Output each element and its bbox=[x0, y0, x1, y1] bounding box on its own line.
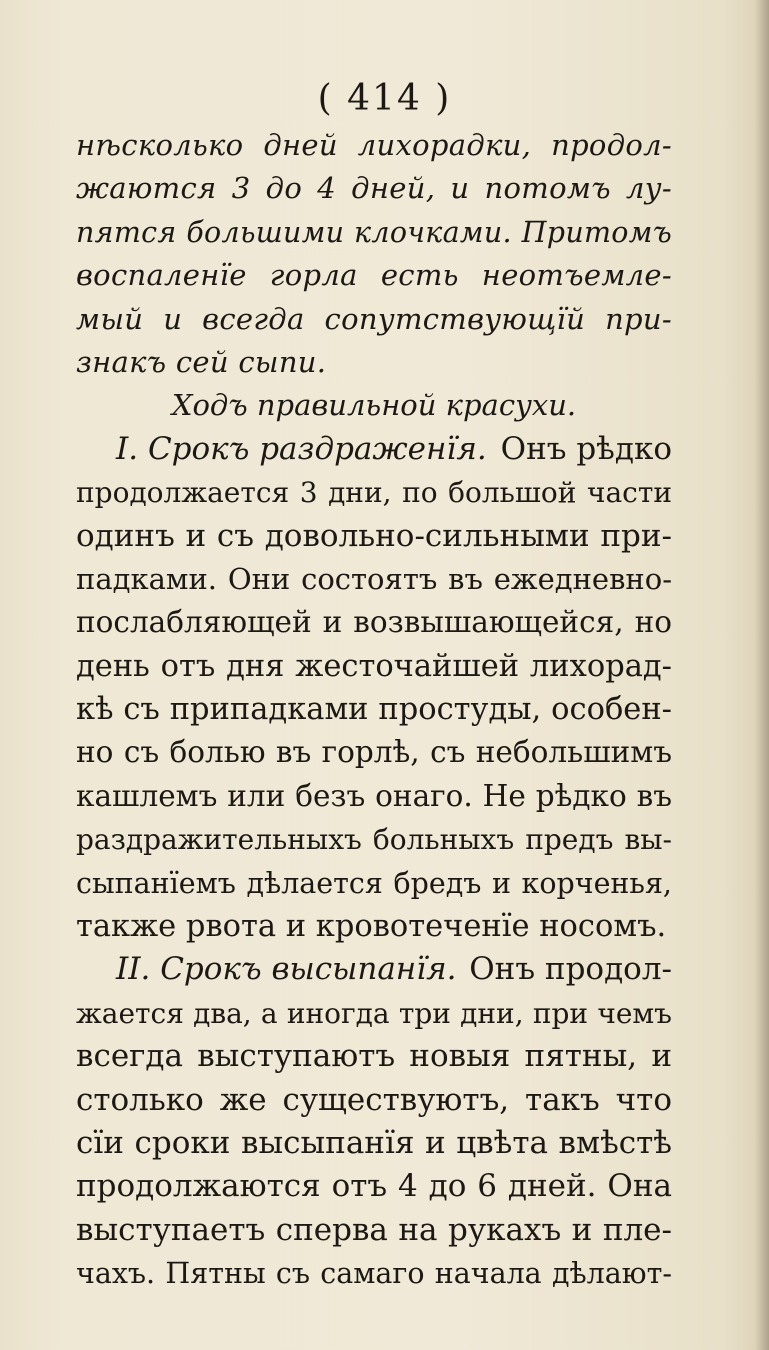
stage1-line: I. Срокъ раздраженїя. Онъ рѣдко bbox=[76, 428, 672, 471]
section-heading: Ходъ правильной красухи. bbox=[171, 388, 577, 423]
text-line-19: также рвота и кровотеченїе носомъ. bbox=[76, 909, 667, 945]
stage2-line: II. Срокъ высыпанїя. Онъ продол- bbox=[76, 948, 672, 991]
stage2-heading: II. Срокъ высыпанїя. bbox=[116, 951, 457, 988]
text-line-5: мый и всегда сопутствующїй при- bbox=[76, 301, 672, 336]
text-line-16: кашлемъ или безъ онаго. Не рѣдко въ bbox=[76, 778, 672, 813]
text-line-6: знакъ сей сыпи. bbox=[76, 344, 327, 379]
text-line-25: продолжаются отъ 4 до 6 дней. Она bbox=[76, 1168, 672, 1205]
text-line-13: день отъ дня жесточайшей лихорад- bbox=[76, 648, 672, 684]
page-number: ( 414 ) bbox=[317, 78, 452, 119]
text-line-23: столько же существуютъ, такъ что bbox=[76, 1081, 672, 1118]
text-line-17: раздражительныхъ больныхъ предъ вы- bbox=[76, 823, 672, 857]
text-line-21: жается два, а иногда три дни, при чемъ bbox=[76, 996, 672, 1030]
text-line-15: но съ болью въ горлѣ, съ небольшимъ bbox=[76, 735, 672, 770]
text-line-14: кѣ съ припадками простуды, особен- bbox=[76, 692, 672, 728]
text-line-1: нѣсколько дней лихорадки, продол- bbox=[76, 128, 672, 162]
text-line-22: всегда выступаютъ новыя пятны, и bbox=[76, 1038, 672, 1075]
text-line-27: чахъ. Пятны съ самаго начала дѣлают- bbox=[76, 1257, 672, 1291]
stage1-heading: I. Срокъ раздраженїя. bbox=[116, 430, 487, 467]
text-line-12: послабляющей и возвышающейся, но bbox=[76, 605, 672, 640]
text-line-9: продолжается 3 дни, по большой части bbox=[76, 476, 672, 510]
page-spine-shadow bbox=[755, 0, 769, 1350]
text-line-4: воспаленїе горла есть неотъемле- bbox=[76, 258, 672, 293]
text-line-18: сыпанїемъ дѣлается бредъ и корченья, bbox=[76, 866, 672, 900]
text-line-11: падками. Они состоятъ въ ежедневно- bbox=[76, 561, 672, 596]
text-line-3: пятся большими клочками. Притомъ bbox=[76, 215, 672, 249]
text-line-24: сїи сроки высыпанїя и цвѣта вмѣстѣ bbox=[76, 1124, 672, 1161]
text-line-10: одинъ и съ довольно-сильными при- bbox=[76, 517, 672, 554]
text-line-26: выступаетъ сперва на рукахъ и пле- bbox=[76, 1211, 672, 1248]
text-line-2: жаются 3 до 4 дней, и потомъ лу- bbox=[76, 171, 672, 206]
body-text bbox=[76, 124, 672, 1296]
